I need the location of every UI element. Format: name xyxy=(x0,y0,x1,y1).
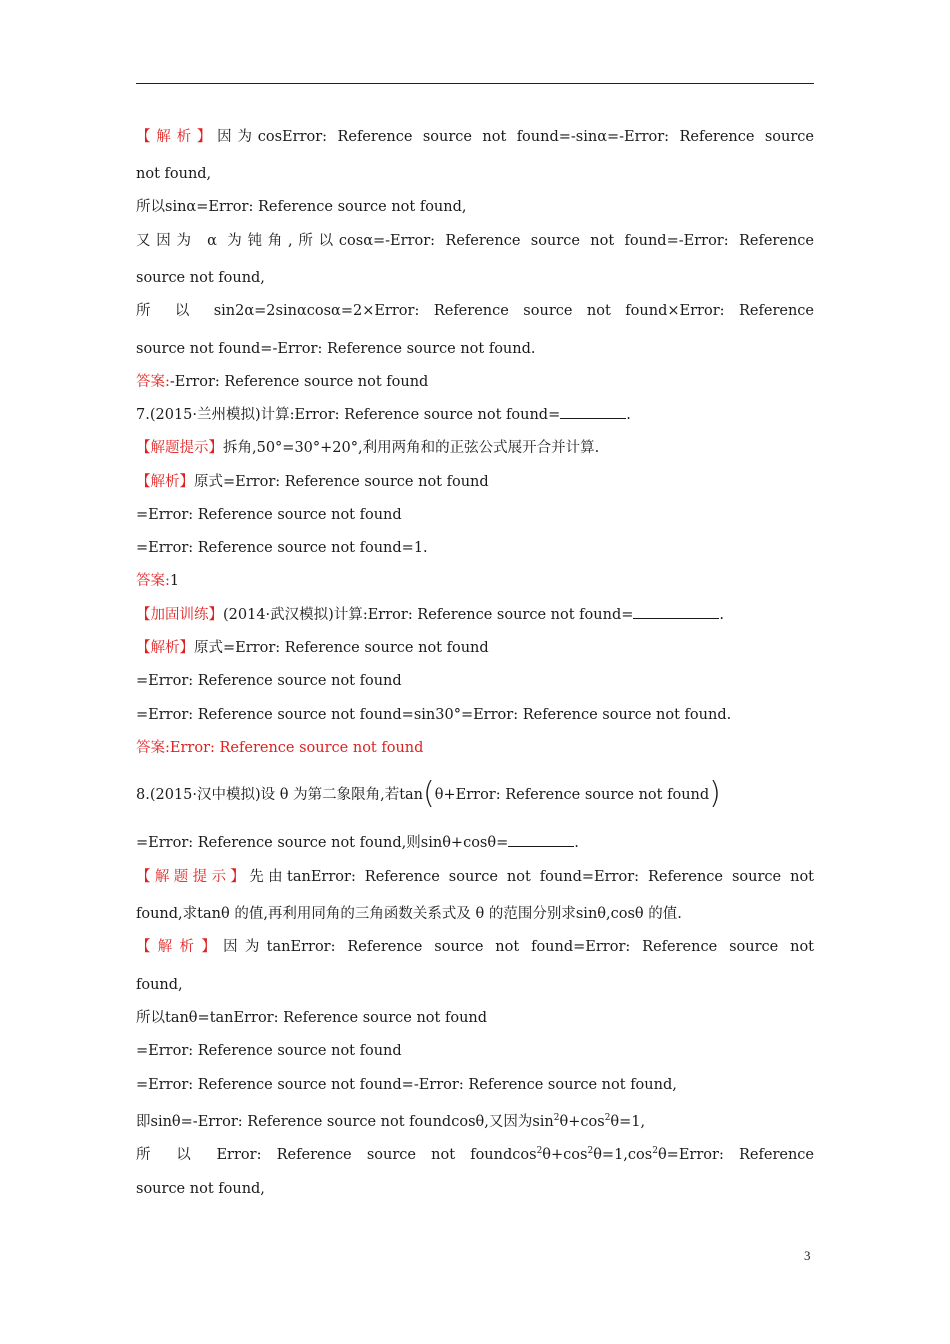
question-8-cont: =Error: Reference source not found,则sinθ+cosθ= . xyxy=(136,835,579,851)
analysis-tag: 【解析】 xyxy=(136,474,194,490)
answer-blank xyxy=(508,834,574,847)
text-line: found, xyxy=(136,977,183,993)
text-line: =Error: Reference source not found=-Error: Reference source not found, xyxy=(136,1077,677,1093)
text-line: source not found, xyxy=(136,1181,265,1197)
text-line: 即sinθ=-Error: Reference source not foundcosθ,又因为$\sin^2\theta+\cos^2\theta=1$, xyxy=(136,1113,646,1130)
hint-tag: 【解题提示】 xyxy=(136,440,223,456)
right-paren: ) xyxy=(709,776,721,811)
answer-blank xyxy=(560,406,626,419)
hint-line: 【解题提示】拆角,50°=30°+20°,利用两角和的正弦公式展开合并计算. xyxy=(136,440,600,456)
answer-tag: 答案: xyxy=(136,740,170,756)
hint-line: 【解题提示】先由tanError: Reference source not found=Error: Reference source not xyxy=(136,869,815,885)
hint-tag: 【解题提示】 xyxy=(136,869,250,885)
text-line: 所以tanθ=tanError: Reference source not found xyxy=(136,1010,488,1026)
reinforcement-line: 【加固训练】(2014·武汉模拟)计算:Error: Reference source not found= . xyxy=(136,607,724,623)
analysis-tag: 【解析】 xyxy=(136,939,224,955)
analysis-tag: 【解析】 xyxy=(136,129,218,145)
text-line: 所 以 Error: Reference source not $foundcos^2\theta+\cos^2\theta=1,\cos^2\theta=Error$: Reference xyxy=(136,1146,814,1163)
answer-line: 答案:-Error: Reference source not found xyxy=(136,374,429,390)
text-line: =Error: Reference source not found xyxy=(136,507,402,523)
header-rule xyxy=(136,83,814,84)
answer-tag: 答案: xyxy=(136,573,170,589)
answer-blank xyxy=(633,606,719,619)
analysis-tag: 【解析】 xyxy=(136,640,194,656)
question-7: 7.(2015·兰州模拟)计算:Error: Reference source not found= . xyxy=(136,407,631,423)
text-line: 所 以 sin2α=2sinαcosα=2×Error: Reference source not found×Error: Reference xyxy=(136,303,814,319)
text-line: =Error: Reference source not found=1. xyxy=(136,540,428,556)
analysis-line: 【解析】因为tanError: Reference source not found=Error: Reference source not xyxy=(136,939,814,955)
answer-tag: 答案: xyxy=(136,374,170,390)
analysis-line: 【解析】因为cosError: Reference source not found=-sinα=-Error: Reference source xyxy=(136,129,814,145)
text-line: =Error: Reference source not found xyxy=(136,1043,402,1059)
analysis-line: 【解析】原式=Error: Reference source not found xyxy=(136,640,489,656)
text-line: 所以sinα=Error: Reference source not found, xyxy=(136,199,467,215)
analysis-line: 【解析】原式=Error: Reference source not found xyxy=(136,474,489,490)
text-line: =Error: Reference source not found=sin30°=Error: Reference source not found. xyxy=(136,707,732,723)
answer-line: 答案:1 xyxy=(136,573,180,589)
answer-line: 答案:Error: Reference source not found xyxy=(136,740,424,756)
text-line: =Error: Reference source not found xyxy=(136,673,402,689)
reinforcement-tag: 【加固训练】 xyxy=(136,607,223,623)
text-line: found,求tanθ 的值,再利用同角的三角函数关系式及 θ 的范围分别求sinθ,cosθ 的值. xyxy=(136,906,682,922)
text-line: source not found, xyxy=(136,270,265,286)
text-line: 又因为 α 为钝角,所以cosα=-Error: Reference source not found=-Error: Reference xyxy=(136,233,814,249)
text-line: not found, xyxy=(136,166,212,182)
page-number: 3 xyxy=(804,1248,811,1263)
left-paren: ( xyxy=(423,776,435,811)
text-line: source not found=-Error: Reference source not found. xyxy=(136,341,536,357)
question-8: 8.(2015·汉中模拟)设 θ 为第二象限角,若tan(θ+Error: Reference source not found) xyxy=(136,776,721,811)
